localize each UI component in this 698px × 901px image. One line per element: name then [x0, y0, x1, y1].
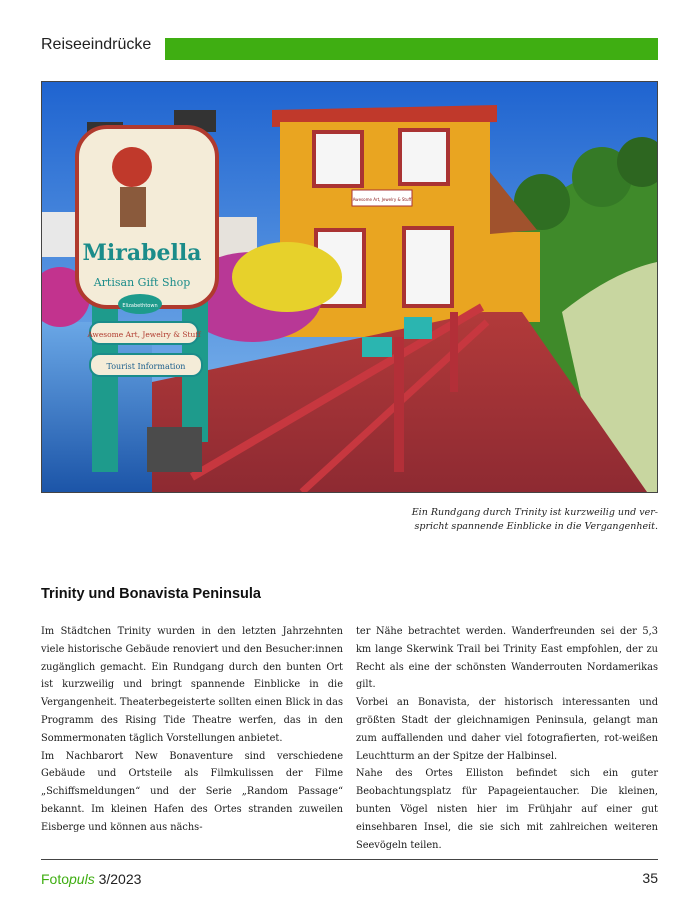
railing-post — [394, 337, 404, 472]
solar-light — [147, 427, 202, 472]
article-column-right — [356, 623, 658, 854]
section-title: Reiseeindrücke — [41, 36, 152, 53]
brand-foto: Foto — [41, 871, 70, 887]
house-window — [314, 132, 362, 186]
paragraph: Im Städtchen Trinity wurden in den letzten Jahrzehnten viele historische Gebäude renoviert und den Besucher:innen zugänglich gemacht. Ein Rundgang durch den bunten Ort ist kurzweilig und bringt spannende Einblicke in die Vergangenheit. Theaterbegeisterte sollten einen Blick in das Programm des Rising Tide Theatre werfen, das in den Sommermonaten täglich Vorstellungen anbietet. — [41, 626, 343, 744]
paragraph: Vorbei an Bonavista, der historisch interessanten und größten Stadt der gleichnamigen Peninsula, gelangt man zum auffallenden und daher viel fotografierten, rot-weißen Leuchtturm an der Spitze der Halbinsel. — [356, 697, 658, 762]
brand-puls: puls — [69, 871, 95, 887]
sign-name: Mirabella — [82, 240, 202, 266]
footer-divider — [41, 859, 658, 860]
sign-figure-head — [112, 147, 152, 187]
paragraph: ter Nähe betrachtet werden. Wanderfreunden sei der 5,3 km lange Skerwink Trail bei Trinity East empfohlen, der zu Recht als eine der schönsten Wanderrouten Nordamerikas gilt. — [356, 626, 658, 691]
page-number: 35 — [642, 870, 658, 886]
sign-board-text: Tourist Information — [106, 362, 186, 371]
article-column-left — [41, 623, 343, 837]
trinity-photo — [41, 81, 658, 493]
railing-post — [450, 312, 458, 392]
house-window — [400, 130, 448, 184]
sign-figure-body — [120, 187, 146, 227]
adirondack-chair — [404, 317, 432, 339]
adirondack-chair — [362, 337, 392, 357]
issue-number: 3/2023 — [98, 871, 142, 887]
paragraph: Im Nachbarort New Bonaventure sind verschiedene Gebäude und Ortsteile als Filmkulissen der Filme „Schiffsmeldungen“ und der Serie „Random Passage“ bekannt. Im kleinen Hafen des Ortes stranden zuweilen Eisberge und können aus nächs- — [41, 750, 343, 833]
house-extension — [490, 232, 540, 322]
house-sign: Awesome Art, Jewelry & Stuff — [352, 197, 412, 202]
flower-bed — [232, 242, 342, 312]
photo-caption — [398, 506, 658, 534]
magazine-brand — [41, 871, 141, 887]
header-accent-bar — [165, 38, 658, 60]
caption-line: Ein Rundgang durch Trinity ist kurzweilig und ver- — [411, 507, 658, 518]
sign-plate-text: Elizabethtown — [122, 303, 158, 309]
caption-line: spricht spannende Einblicke in die Vergangenheit. — [414, 521, 658, 532]
article-heading: Trinity und Bonavista Peninsula — [41, 586, 261, 602]
sign-board-text: Awesome Art, Jewelry & Stuff — [87, 330, 201, 339]
house-window — [404, 228, 452, 306]
paragraph: Nahe des Ortes Elliston befindet sich ein guter Beobachtungsplatz für Papageientaucher. Die kleinen, bunten Vögel nisten hier im Frühjahr auf einer gut einsehbaren Insel, die sie sich mit zahlreichen weiteren Seevögeln teilen. — [356, 768, 658, 851]
sign-subtitle: Artisan Gift Shop — [93, 276, 191, 289]
